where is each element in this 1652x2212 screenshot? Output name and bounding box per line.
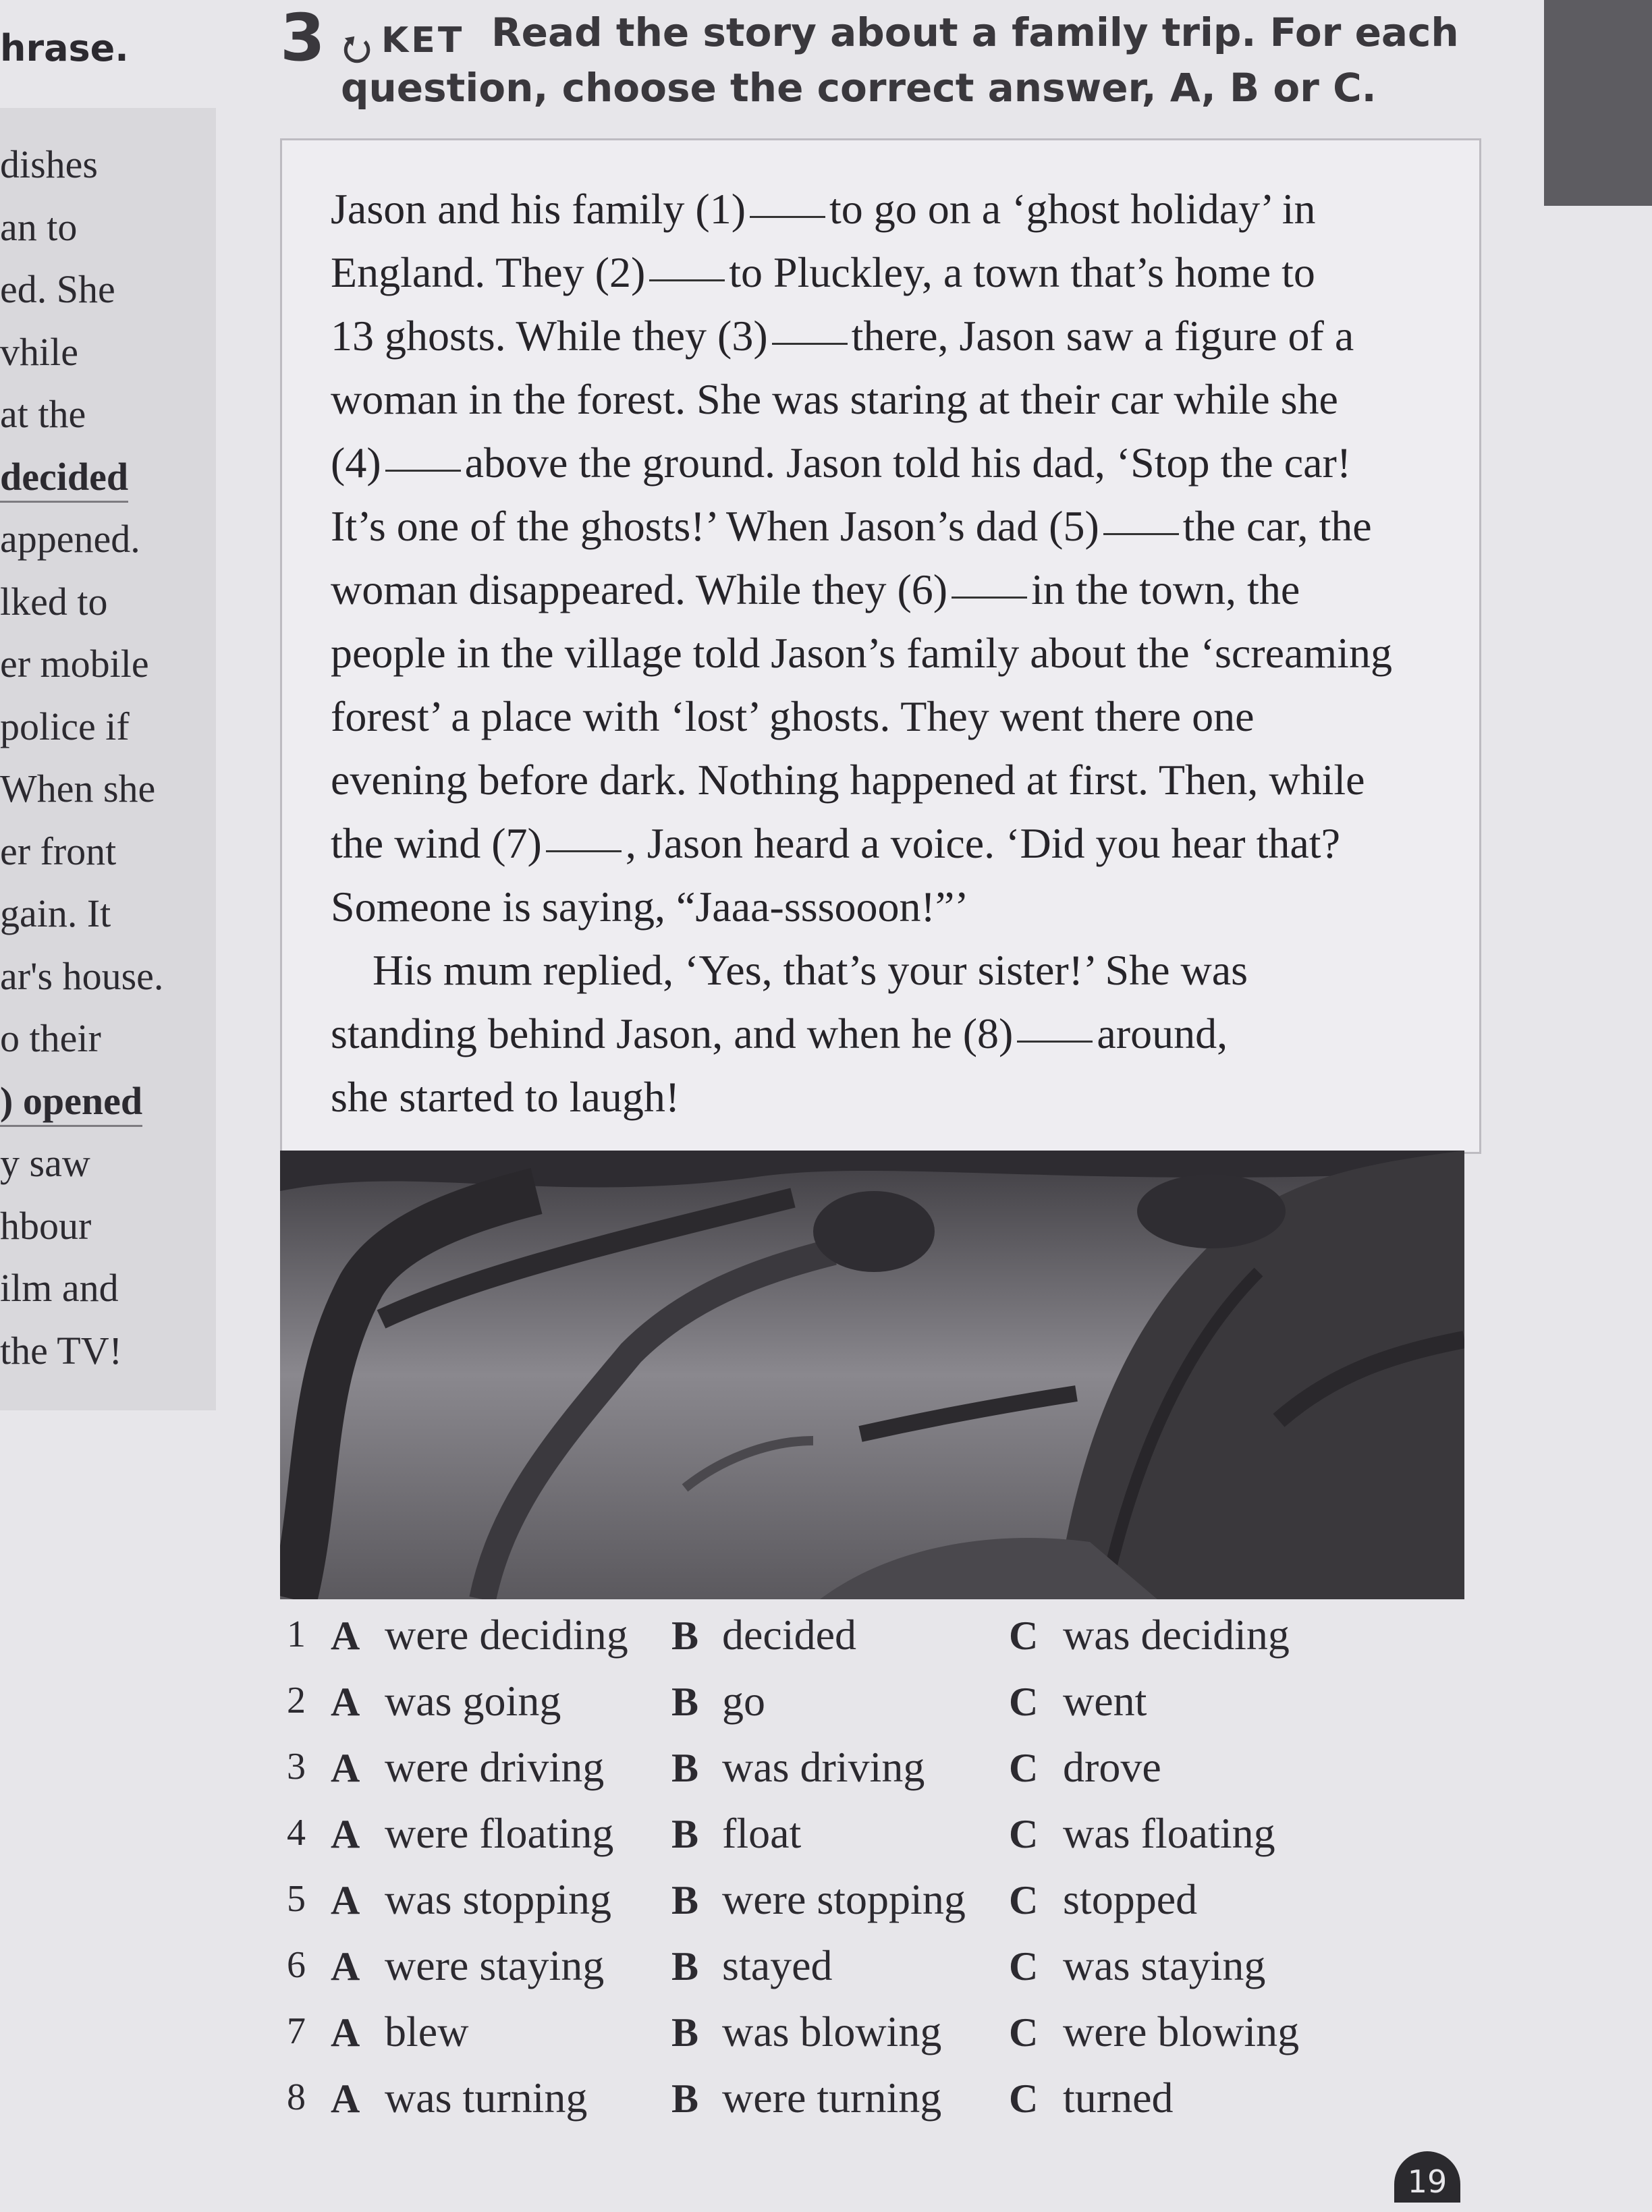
page-number-badge: 19 [1394,2151,1460,2203]
option-letter-a: A [331,1944,360,1989]
previous-exercise-line: dishes [0,142,98,186]
story-line [331,692,1255,740]
previous-exercise-line: lked to [0,579,108,624]
option-letter-c: C [1009,1680,1039,1724]
option-letter-c: C [1009,1812,1039,1856]
story-line [331,629,1392,677]
previous-exercise-line: the TV! [0,1328,122,1373]
previous-exercise-line: police if [0,704,130,748]
story-line [331,314,1354,358]
story-line [373,946,1248,994]
story-text: It’s one of the ghosts!’ When Jason’s dad (5) [331,502,1099,550]
option-b-text[interactable]: was blowing [722,2008,942,2055]
option-letter-a: A [331,1812,360,1856]
question-number: 1 [287,1613,306,1655]
story-text: to Pluckley, a town that’s home to [729,248,1315,296]
option-letter-a: A [331,2076,360,2121]
previous-exercise-line: er front [0,829,117,873]
option-letter-c: C [1009,2076,1039,2121]
option-b-text[interactable]: were turning [722,2074,942,2122]
story-text: , Jason heard a voice. ‘Did you hear that? [625,819,1340,867]
story-line [331,502,1372,550]
story-text: England. They (2) [331,248,646,296]
story-line [331,565,1300,613]
option-c-text[interactable]: was floating [1063,1809,1275,1857]
question-number: 4 [287,1812,306,1854]
story-text: Someone is saying, “Jaaa-sssooon!”’ [331,883,969,931]
story-text: above the ground. Jason told his dad, ‘Stop the car! [464,439,1352,487]
instruction-line-1: Read the story about a family trip. For each [491,9,1459,55]
instruction-line-2: question, choose the correct answer, A, B or C. [341,65,1377,111]
option-a-text[interactable]: was turning [385,2074,588,2122]
option-letter-b: B [671,1944,699,1989]
option-letter-c: C [1009,1746,1039,1790]
story-text: around, [1097,1010,1228,1057]
answer-blank [649,279,725,281]
option-letter-b: B [671,1680,699,1724]
previous-exercise-line: vhile [0,329,78,374]
answer-blank [546,850,622,852]
story-line [331,1012,1228,1055]
previous-exercise-line: ilm and [0,1266,119,1310]
option-letter-c: C [1009,1878,1039,1923]
option-c-text[interactable]: was staying [1063,1941,1266,1989]
story-text: woman in the forest. She was staring at their car while she [331,375,1338,423]
question-number: 2 [287,1680,306,1721]
option-letter-c: C [1009,1944,1039,1989]
option-b-text[interactable]: decided [722,1611,856,1659]
option-letter-c: C [1009,2010,1039,2055]
option-a-text[interactable]: were staying [385,1941,605,1989]
option-a-text[interactable]: was going [385,1677,561,1725]
ket-exam-icon: ⭮ [343,29,372,68]
previous-exercise-line: gain. It [0,891,111,935]
story-text: the car, the [1182,502,1372,550]
previous-exercise-line: y saw [0,1141,90,1185]
option-letter-c: C [1009,1613,1039,1658]
previous-exercise-line: appened. [0,517,140,561]
story-line [331,185,1316,233]
option-letter-b: B [671,2010,699,2055]
previous-exercise-line: hbour [0,1203,92,1248]
option-letter-b: B [671,1613,699,1658]
option-letter-b: B [671,1878,699,1923]
option-letter-a: A [331,1746,360,1790]
answer-blank [750,216,825,218]
option-b-text[interactable]: was driving [722,1743,925,1791]
option-letter-a: A [331,1680,360,1724]
story-text: 13 ghosts. While they (3) [331,312,768,360]
answer-blank [1103,533,1179,535]
answer-blank [772,343,848,345]
option-c-text[interactable]: turned [1063,2074,1174,2122]
story-line [331,375,1338,423]
story-text: woman disappeared. While they (6) [331,565,948,613]
previous-exercise-line: o their [0,1016,101,1060]
page-corner-tab [1544,0,1652,206]
exercise-number: 3 [280,0,325,76]
story-line [331,1073,680,1121]
story-text: forest’ a place with ‘lost’ ghosts. They went there one [331,692,1255,740]
story-text: there, Jason saw a figure of a [851,312,1354,360]
story-line [331,819,1340,867]
story-text: evening before dark. Nothing happened at first. Then, while [331,756,1365,804]
story-line [331,885,969,929]
option-letter-b: B [671,1746,699,1790]
option-letter-a: A [331,1613,360,1658]
previous-exercise-line: at the [0,392,86,436]
story-text: in the town, the [1031,565,1300,613]
option-letter-a: A [331,2010,360,2055]
story-text: the wind (7) [331,819,542,867]
option-b-text[interactable]: were stopping [722,1875,966,1923]
answer-blank [952,597,1027,599]
story-line [331,441,1351,485]
story-text: His mum replied, ‘Yes, that’s your sister!’ She was [373,946,1248,994]
option-a-text[interactable]: were driving [385,1743,605,1791]
previous-exercise-line: er mobile [0,642,149,686]
previous-exercise-line: When she [0,767,156,810]
ket-label: KET [381,20,465,61]
option-a-text[interactable]: were floating [385,1809,614,1857]
option-a-text[interactable]: were deciding [385,1611,628,1659]
option-c-text[interactable]: drove [1063,1743,1161,1791]
previous-exercise-line: an to [0,204,78,249]
question-number: 3 [287,1746,306,1788]
previous-exercise-line: ) opened [0,1082,142,1127]
story-text: people in the village told Jason’s family about the ‘screaming [331,629,1392,677]
story-text: standing behind Jason, and when he (8) [331,1010,1014,1057]
story-text: (4) [331,439,381,487]
story-text: to go on a ‘ghost holiday’ in [829,185,1316,233]
question-number: 5 [287,1878,306,1920]
option-b-text[interactable]: float [722,1809,802,1857]
previous-exercise-line: ar's house. [0,953,164,998]
option-b-text[interactable]: stayed [722,1941,833,1989]
option-letter-b: B [671,1812,699,1856]
option-c-text[interactable]: was deciding [1063,1611,1290,1659]
story-text: Jason and his family (1) [331,185,746,233]
story-text: she started to laugh! [331,1073,680,1121]
option-c-text[interactable]: went [1063,1677,1147,1725]
question-number: 8 [287,2076,306,2118]
previous-exercise-line: ed. She [0,267,115,311]
option-c-text[interactable]: were blowing [1063,2008,1300,2055]
option-c-text[interactable]: stopped [1063,1875,1198,1923]
option-a-text[interactable]: blew [385,2008,469,2055]
option-letter-b: B [671,2076,699,2121]
story-line [331,248,1315,296]
option-letter-a: A [331,1878,360,1923]
answer-blank [1017,1041,1093,1043]
story-line [331,758,1365,802]
question-number: 6 [287,1944,306,1986]
question-number: 7 [287,2010,306,2052]
option-b-text[interactable]: go [722,1677,765,1725]
option-a-text[interactable]: was stopping [385,1875,611,1923]
left-phrase-fragment: hrase. [0,27,129,70]
answer-blank [385,470,461,472]
forest-illustration [280,1151,1464,1599]
previous-exercise-line: decided [0,458,128,503]
